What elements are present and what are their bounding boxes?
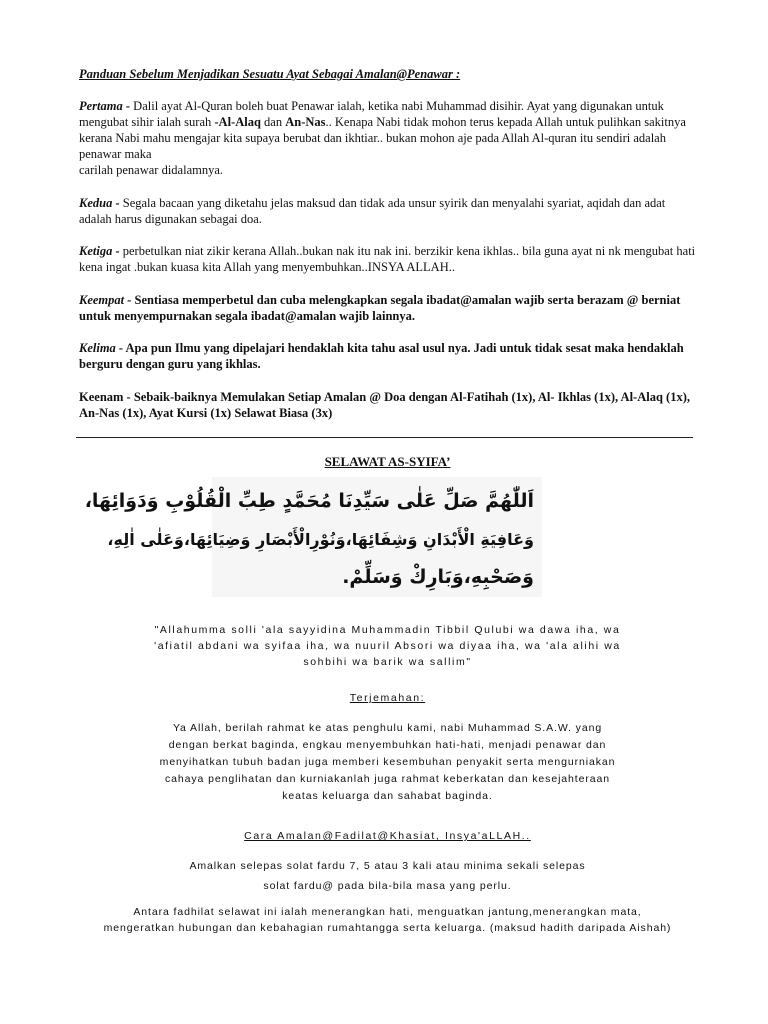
- transliteration-line-3: sohbihi wa barik wa sallim": [303, 656, 472, 668]
- label-keempat: Keempat -: [79, 293, 132, 307]
- arabic-line-1: اَللّٰهُمَّ صَلِّ عَلٰى سَيِّدِنَا مُحَمَّدٍ طِبِّ الْقُلُوْبِ وَدَوَائِهَا،: [84, 490, 534, 512]
- amalkan-line-1: Amalkan selepas solat fardu 7, 5 atau 3 kali atau minima sekali selepas: [189, 860, 586, 872]
- terjemahan-line-2: dengan berkat baginda, engkau menyembuhkan hati-hati, menjadi penawar dan: [168, 739, 607, 751]
- paragraph-kedua: [79, 195, 699, 227]
- selawat-title: SELAWAT AS-SYIFA’: [324, 454, 451, 469]
- amalkan-line-2: solat fardu@ pada bila-bila masa yang perlu.: [263, 880, 512, 892]
- paragraph-ketiga: [79, 243, 699, 275]
- arabic-text-graphic: [84, 477, 542, 597]
- cara-amalan-heading: Cara Amalan@Fadilat@Khasiat, Insya'aLLAH..: [244, 830, 531, 842]
- paragraph-pertama: [79, 98, 699, 178]
- arabic-line-2: وَعَافِيَةِ الْأَبْدَانِ وَشِفَائِهَا،وَنُوْرِالْأَبْصَارِ وَضِيَائِهَا،وَعَلٰى اٰلِهِ،: [107, 530, 534, 549]
- terjemahan-heading: Terjemahan:: [349, 692, 426, 704]
- arabic-line-3: وَصَحْبِهِ،وَبَارِكْ وَسَلِّمْ.: [342, 566, 534, 588]
- transliteration-line-2: 'afiatil abdani wa syifaa iha, wa nuuril Absori wa diyaa iha, wa 'ala alihi wa: [154, 640, 621, 652]
- antara-line-2: mengeratkan hubungan dan kebahagian rumahtangga serta keluarga. (maksud hadith daripada Aishah): [103, 922, 672, 934]
- antara-text: [70, 904, 705, 936]
- kedua-text: Segala bacaan yang diketahu jelas maksud dan tidak ada unsur syirik dan menyalahi syariat, aqidah dan adat adalah harus digunakan sebagai doa.: [79, 196, 666, 226]
- pertama-text-1: Dalil ayat Al-Quran boleh buat Penawar ialah, ketika nabi Muhammad disihir. Ayat yang digunakan untuk mengubat sihir ialah surah: [79, 99, 664, 129]
- label-kedua: Kedua -: [79, 196, 120, 210]
- transliteration: [79, 622, 696, 670]
- terjemahan-line-3: menyihatkan tubuh badan juga memberi kesembuhan penyakit serta mengurniakan: [159, 756, 616, 768]
- pertama-text-3: .. Kenapa Nabi tidak mohon terus kepada Allah untuk pulihkan sakitnya kerana Nabi mahu mengajar kita supaya berubat dan ikhtiar.. bukan mohon aje pada Allah Al-quran itu sendiri adalah penawar maka: [79, 115, 686, 161]
- arabic-text-image: [84, 477, 542, 597]
- paragraph-keenam: Keenam - Sebaik-baiknya Memulakan Setiap Amalan @ Doa dengan Al-Fatihah (1x), Al- Ikhlas (1x), Al-Alaq (1x), An-Nas (1x), Ayat Kursi (1x) Selawat Biasa (3x): [79, 390, 690, 420]
- amalkan-text: [79, 856, 696, 896]
- pertama-surah-alalaq: -Al-Alaq: [214, 115, 261, 129]
- pertama-text-4: carilah penawar didalamnya.: [79, 163, 224, 177]
- terjemahan-text: [79, 720, 696, 805]
- terjemahan-line-4: cahaya penglihatan dan kurniakanlah juga rahmat keberkatan dan kesejahteraan: [165, 773, 610, 785]
- terjemahan-line-5: keatas keluarga dan sahabat baginda.: [282, 790, 493, 802]
- page-title: Panduan Sebelum Menjadikan Sesuatu Ayat Sebagai Amalan@Penawar :: [79, 67, 461, 81]
- ketiga-text: perbetulkan niat zikir kerana Allah..bukan nak itu nak ini. berzikir kena ikhlas.. bila guna ayat ni nk mengubat hati kena ingat .bukan kuasa kita Allah yang menyembuhkan..INSYA ALLAH..: [79, 244, 696, 274]
- terjemahan-line-1: Ya Allah, berilah rahmat ke atas penghulu kami, nabi Muhammad S.A.W. yang: [172, 722, 603, 734]
- label-ketiga: Ketiga -: [79, 244, 120, 258]
- section-divider: [76, 437, 693, 438]
- paragraph-kelima: [79, 340, 699, 372]
- keempat-text: Sentiasa memperbetul dan cuba melengkapkan segala ibadat@amalan wajib serta berazam @ berniat untuk menyempurnakan segala ibadat@amalan wajib lainnya.: [79, 293, 681, 323]
- label-kelima: Kelima -: [79, 341, 124, 355]
- kelima-text: Apa pun Ilmu yang dipelajari hendaklah kita tahu asal usul nya. Jadi untuk tidak sesat maka hendaklah berguru dengan guru yang ikhlas.: [79, 341, 684, 371]
- transliteration-line-1: "Allahumma solli 'ala sayyidina Muhammadin Tibbil Qulubi wa dawa iha, wa: [154, 624, 621, 636]
- paragraph-keempat: [79, 292, 699, 324]
- label-pertama: Pertama -: [79, 99, 131, 113]
- pertama-surah-annas: An-Nas: [285, 115, 326, 129]
- pertama-text-2: dan: [260, 115, 286, 129]
- antara-line-1: Antara fadhilat selawat ini ialah menerangkan hati, menguatkan jantung,menerangkan mata,: [133, 906, 642, 918]
